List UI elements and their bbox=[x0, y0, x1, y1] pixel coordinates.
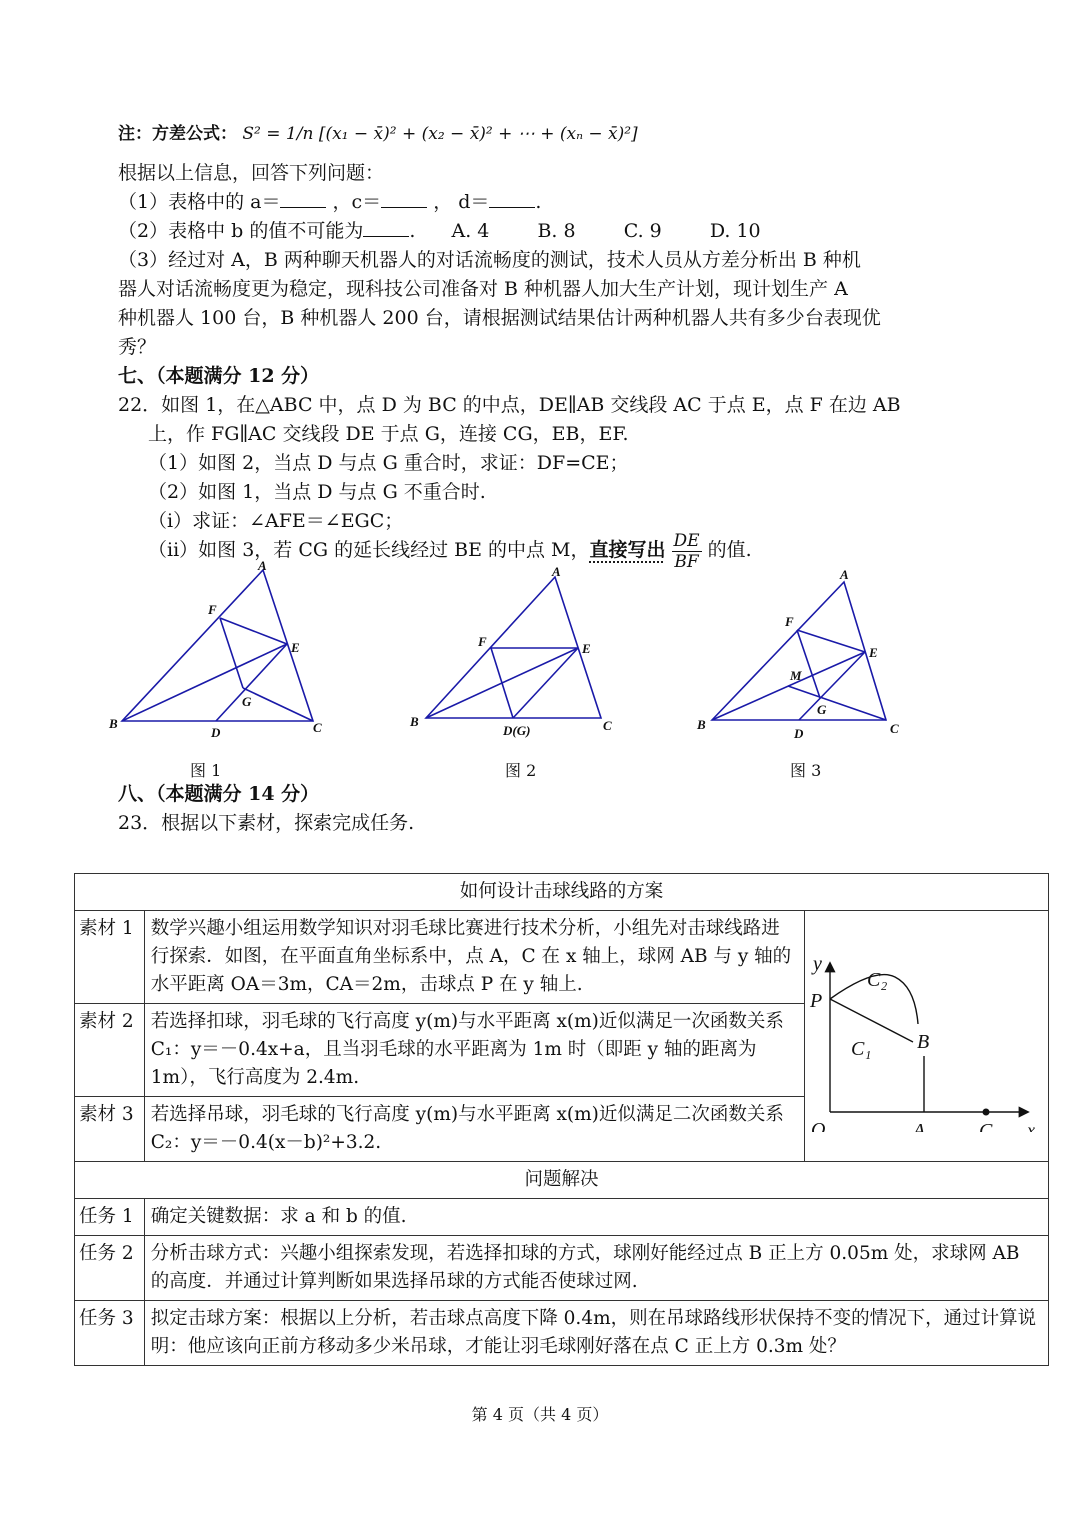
material-3-text: 若选择吊球，羽毛球的飞行高度 y(m)与水平距离 x(m)近似满足二次函数关系 C₂：y＝－0.4(x－b)²+3.2. bbox=[144, 1097, 804, 1162]
graph-label-a: A bbox=[913, 1119, 926, 1132]
fig1-label-c: C bbox=[313, 720, 322, 735]
q22-line2: 上，作 FG∥AC 交线段 DE 于点 G，连接 CG，EB，EF. bbox=[148, 423, 629, 445]
blank-d bbox=[489, 191, 535, 208]
point-c bbox=[983, 1108, 990, 1115]
fig3-label-a: A bbox=[840, 567, 849, 582]
table-title: 如何设计击球线路的方案 bbox=[75, 874, 1049, 911]
graph-label-c1: C₁ bbox=[851, 1037, 872, 1060]
figure-3 bbox=[690, 562, 920, 747]
q21-part1-a: （1）表格中的 a＝ bbox=[118, 191, 281, 213]
fig3-label-f: F bbox=[785, 614, 794, 629]
fig1-fg bbox=[220, 618, 243, 688]
q22-sub2i: （i）求证：∠AFE＝∠EGC； bbox=[148, 510, 404, 532]
fraction-numerator: DE bbox=[673, 530, 700, 551]
q21-part1-c: ，c＝ bbox=[326, 191, 382, 213]
fig2-label-a: A bbox=[552, 564, 561, 579]
fig1-label-a: A bbox=[258, 558, 267, 573]
fig2-label-e: E bbox=[582, 641, 591, 656]
q21-part1 bbox=[118, 188, 541, 216]
fig3-fe bbox=[797, 630, 865, 652]
graph-label-b: B bbox=[917, 1030, 930, 1053]
fig2-label-c: C bbox=[603, 718, 612, 733]
task-3-text: 拟定击球方案：根据以上分析，若击球点高度下降 0.4m，则在吊球路线形状保持不变的情况下，通过计算说明：他应该向正前方移动多少米吊球，才能让羽毛球刚好落在点 C 正上方 0.3m 处？ bbox=[144, 1301, 1048, 1366]
figure-2 bbox=[405, 562, 625, 747]
task-2-text: 分析击球方式：兴趣小组探索发现，若选择扣球的方式，球刚好能经过点 B 正上方 0.05m 处，求球网 AB 的高度．并通过计算判断如果选择吊球的方式能否使球过网. bbox=[144, 1236, 1048, 1301]
variance-formula: S² = 1/n [(x₁ − x̄)² + (x₂ − x̄)² + ⋯ + (xₙ − x̄)²] bbox=[242, 124, 638, 144]
section7-heading: 七、（本题满分 12 分） bbox=[118, 365, 320, 387]
blank-b bbox=[363, 220, 409, 237]
q22-sub2: （2）如图 1，当点 D 与点 G 不重合时. bbox=[148, 481, 486, 503]
task-1-label: 任务 1 bbox=[75, 1199, 145, 1236]
variance-note bbox=[118, 120, 638, 148]
graph-label-p: P bbox=[810, 989, 823, 1012]
material-3-label: 素材 3 bbox=[75, 1097, 145, 1162]
fig2-eb bbox=[426, 648, 578, 718]
fig1-caption: 图 1 bbox=[190, 761, 222, 780]
section-title-problem: 问题解决 bbox=[75, 1162, 1049, 1199]
graph-label-y: y bbox=[813, 952, 823, 975]
graph-cell bbox=[805, 911, 1049, 1162]
q21-part3-line3: 种机器人 100 台，B 种机器人 200 台，请根据测试结果估计两种机器人共有多少台表现优 bbox=[118, 307, 881, 329]
task-table bbox=[74, 873, 1049, 1366]
q22-line1: 22．如图 1，在△ABC 中，点 D 为 BC 的中点，DE∥AB 交线段 AC 于点 E，点 F 在边 AB bbox=[118, 394, 901, 416]
fig3-label-d: D bbox=[794, 726, 804, 741]
q21-part3-line2: 器人对话流畅度更为稳定，现科技公司准备对 B 种机器人加大生产计划，现计划生产 A bbox=[118, 278, 848, 300]
fig2-de bbox=[513, 648, 578, 718]
q21-part3-line1: （3）经过对 A，B 两种聊天机器人的对话流畅度的测试，技术人员从方差分析出 B 种机 bbox=[118, 249, 861, 271]
task-2-label: 任务 2 bbox=[75, 1236, 145, 1301]
material-2-label: 素材 2 bbox=[75, 1004, 145, 1097]
fig2-label-dg: D(G) bbox=[503, 723, 531, 738]
q22-sub2ii-end: 的值. bbox=[707, 539, 752, 561]
q21-part2 bbox=[118, 217, 761, 245]
graph-label-c: C bbox=[979, 1119, 993, 1132]
material-1-text: 数学兴趣小组运用数学知识对羽毛球比赛进行技术分析，小组先对击球线路进行探索．如图，在平面直角坐标系中，点 A，C 在 x 轴上，球网 AB 与 y 轴的水平距离 OA＝3m，CA＝2m，击球点 P 在 y 轴上. bbox=[144, 911, 804, 1004]
q21-intro: 根据以上信息，回答下列问题： bbox=[118, 162, 385, 184]
q21-part2-end: . bbox=[409, 220, 416, 242]
material-2-text: 若选择扣球，羽毛球的飞行高度 y(m)与水平距离 x(m)近似满足一次函数关系 C₁：y＝－0.4x+a，且当羽毛球的水平距离为 1m 时（即距 y 轴的距离为 1m），飞行高度为 2.4m. bbox=[144, 1004, 804, 1097]
c1-line bbox=[830, 999, 913, 1042]
fig1-label-f: F bbox=[208, 602, 217, 617]
q22-sub2ii-text: （ii）如图 3，若 CG 的延长线经过 BE 的中点 M， bbox=[148, 539, 590, 561]
fig3-label-b: B bbox=[697, 717, 706, 732]
fig3-label-c: C bbox=[890, 721, 899, 736]
graph-label-x: x bbox=[1027, 1119, 1036, 1132]
fig1-eb bbox=[122, 644, 287, 721]
fig3-caption: 图 3 bbox=[790, 761, 822, 780]
fig3-label-m: M bbox=[790, 668, 802, 683]
option-b: B. 8 bbox=[537, 220, 576, 242]
q23-intro: 23．根据以下素材，探索完成任务. bbox=[118, 812, 415, 834]
figure-1 bbox=[100, 558, 340, 743]
fig2-label-f: F bbox=[478, 634, 487, 649]
page-footer: 第 4 页（共 4 页） bbox=[471, 1405, 609, 1424]
coordinate-graph bbox=[805, 932, 1045, 1132]
fig3-label-e: E bbox=[869, 645, 878, 660]
q21-part3-line4: 秀？ bbox=[118, 336, 157, 358]
q22-emphasis: 直接写出 bbox=[589, 539, 666, 561]
note-prefix: 注：方差公式： bbox=[118, 124, 237, 144]
q22-sub1: （1）如图 2，当点 D 与点 G 重合时，求证：DF=CE； bbox=[148, 452, 629, 474]
fraction-denominator: BF bbox=[674, 551, 699, 572]
fig2-caption: 图 2 bbox=[505, 761, 537, 780]
fig1-fe bbox=[220, 618, 287, 644]
fig1-label-b: B bbox=[109, 716, 118, 731]
task-1-text: 确定关键数据：求 a 和 b 的值. bbox=[144, 1199, 1048, 1236]
fig1-label-g: G bbox=[242, 694, 252, 709]
fig1-de bbox=[216, 644, 287, 721]
fig3-fg bbox=[797, 630, 820, 698]
option-d: D. 10 bbox=[709, 220, 761, 242]
fig3-label-g: G bbox=[817, 702, 827, 717]
q21-part1-end: . bbox=[535, 191, 542, 213]
q21-part2-text: （2）表格中 b 的值不可能为 bbox=[118, 220, 364, 242]
fig1-label-d: D bbox=[211, 725, 221, 740]
fig2-label-b: B bbox=[410, 714, 419, 729]
fig1-label-e: E bbox=[291, 640, 300, 655]
fig1-cg bbox=[243, 688, 313, 721]
graph-label-c2: C₂ bbox=[867, 968, 888, 991]
option-a: A. 4 bbox=[451, 220, 490, 242]
option-c: C. 9 bbox=[623, 220, 662, 242]
q21-part1-d: ， d＝ bbox=[427, 191, 490, 213]
blank-a bbox=[280, 191, 326, 208]
task-3-label: 任务 3 bbox=[75, 1301, 145, 1366]
section8-heading: 八、（本题满分 14 分） bbox=[118, 783, 320, 805]
graph-label-o: O bbox=[811, 1118, 826, 1132]
fig3-cm bbox=[788, 686, 886, 720]
blank-c bbox=[381, 191, 427, 208]
material-1-label: 素材 1 bbox=[75, 911, 145, 1004]
